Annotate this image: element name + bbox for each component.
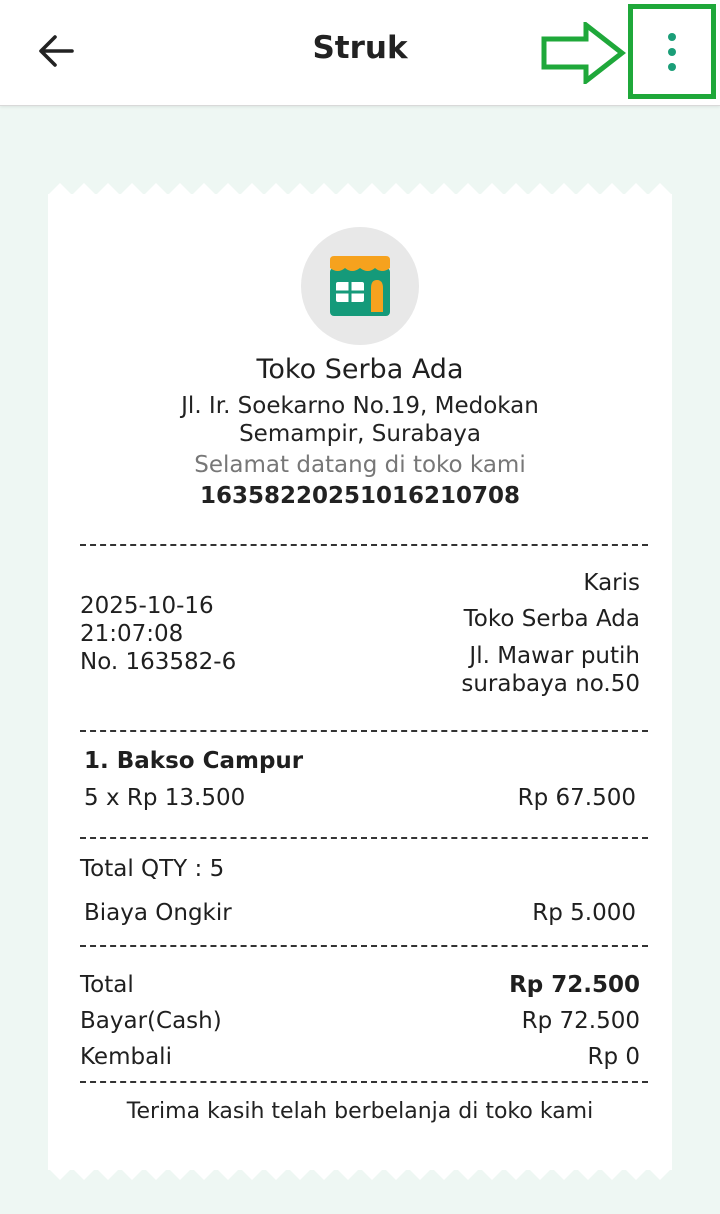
store-address <box>48 392 672 448</box>
paid-value: Rp 72.500 <box>521 1008 640 1034</box>
transaction-time: 21:07:08 <box>80 621 184 647</box>
transaction-number: No. 163582-6 <box>80 649 237 675</box>
receipt-code: 16358220251016210708 <box>199 483 521 509</box>
item-qty-price: 5 x Rp 13.500 <box>84 785 246 811</box>
annotation-arrow-icon <box>540 22 626 84</box>
store-logo <box>301 227 419 345</box>
transaction-info <box>80 592 236 676</box>
thank-you-message: Terima kasih telah berbelanja di toko kami <box>126 1099 594 1124</box>
item-subtotal: Rp 67.500 <box>517 785 636 811</box>
cashier-name: Karis <box>583 570 640 596</box>
welcome-message: Selamat datang di toko kami <box>194 452 526 478</box>
total-qty: Total QTY : 5 <box>80 856 225 882</box>
item-name: 1. Bakso Campur <box>84 748 304 774</box>
paid-label: Bayar(Cash) <box>80 1008 222 1034</box>
more-options-button[interactable] <box>628 4 716 99</box>
change-label: Kembali <box>80 1044 172 1070</box>
customer-store: Toko Serba Ada <box>463 606 640 632</box>
divider <box>80 837 648 839</box>
shipping-label: Biaya Ongkir <box>84 900 232 926</box>
store-address-text: Jl. Ir. Soekarno No.19, Medokan Semampir, Surabaya <box>181 393 539 447</box>
divider <box>80 730 648 732</box>
divider <box>80 1081 648 1083</box>
receipt-bottom-edge <box>48 1168 672 1182</box>
store-icon <box>327 254 393 318</box>
divider <box>80 945 648 947</box>
more-vertical-icon <box>666 32 678 72</box>
shipping-value: Rp 5.000 <box>532 900 636 926</box>
total-value: Rp 72.500 <box>509 972 640 998</box>
receipt-card <box>48 194 672 1170</box>
page-title: Struk <box>312 30 408 66</box>
total-label: Total <box>80 972 134 998</box>
store-name: Toko Serba Ada <box>256 354 464 385</box>
customer-address: Jl. Mawar putih surabaya no.50 <box>461 643 640 697</box>
app-bar <box>0 0 720 106</box>
change-value: Rp 0 <box>587 1044 640 1070</box>
receipt-top-edge <box>48 181 672 195</box>
transaction-date: 2025-10-16 <box>80 593 214 619</box>
divider <box>80 544 648 546</box>
